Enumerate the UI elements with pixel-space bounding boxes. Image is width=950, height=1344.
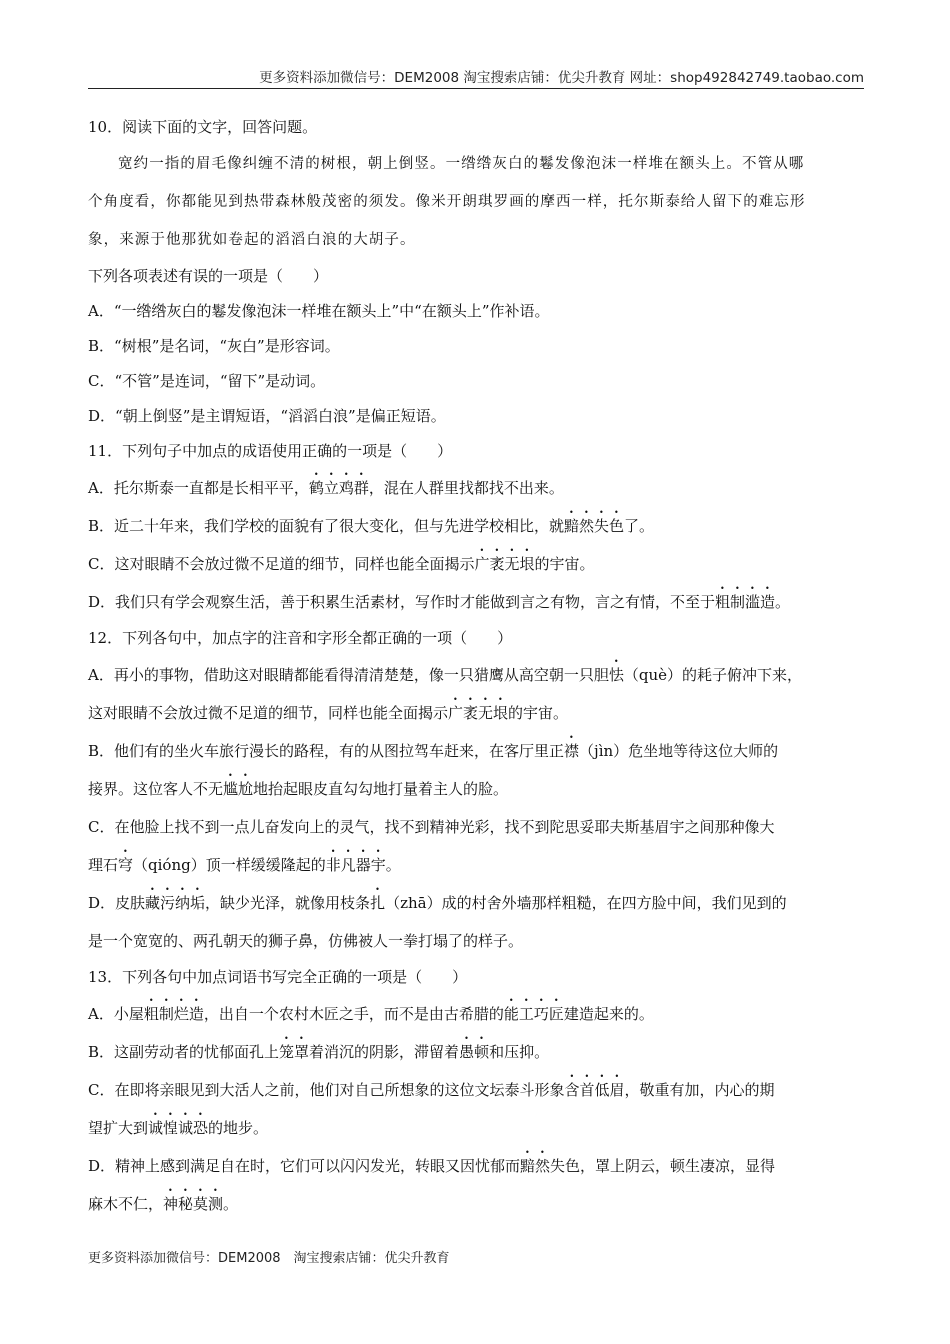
- question-13-title: 13．下列各句中加点词语书写完全正确的一项是（ ）: [88, 968, 468, 986]
- option-text: ，出自一个农村木匠之手，而不是由古希腊的: [203, 1005, 504, 1023]
- passage-line: 象，来源于他那犹如卷起的滔滔白浪的大胡子。: [88, 232, 416, 248]
- question-10-option-d: D．“朝上倒竖”是主谓短语，“滔滔白浪”是偏正短语。: [88, 407, 446, 425]
- option-text: 麻木不仁，: [88, 1195, 164, 1213]
- page-footer: 更多资料添加微信号：DEM2008 淘宝搜索店铺：优尖升教育: [88, 1251, 450, 1266]
- dotted-word: 笼罩: [279, 1043, 310, 1061]
- dotted-idiom: 黯然失色: [564, 517, 625, 535]
- dotted-idiom: 广袤无垠: [474, 555, 535, 573]
- option-text: D．皮肤: [88, 894, 146, 912]
- option-text: 的宇宙。: [508, 704, 569, 722]
- question-13-option-b: [88, 1033, 864, 1071]
- option-text: 着消沉的阴影，滞留着: [309, 1043, 460, 1061]
- passage-line: 宽约一指的眉毛像纠缠不清的树根，朝上倒竖。一绺绺灰白的鬈发像泡沫一样堆在额头上。不管从哪: [118, 156, 805, 172]
- option-text: A．小屋: [88, 1005, 144, 1023]
- dotted-char: 扎: [370, 894, 386, 912]
- option-text: ，混在人群里找都找不出来。: [368, 479, 564, 497]
- dotted-idiom: 神秘莫测: [163, 1195, 224, 1213]
- question-12-option-a: [88, 656, 864, 694]
- option-text: 的地步。: [208, 1119, 269, 1137]
- question-13-option-d: [88, 1147, 864, 1185]
- option-text: C．这对眼睛不会放过微不足道的细节，同样也能全面揭示: [88, 555, 475, 573]
- dotted-char: 穹: [118, 856, 134, 874]
- dotted-idiom: 粗制烂造: [143, 1005, 204, 1023]
- question-10-title: 10．阅读下面的文字，回答问题。: [88, 118, 318, 136]
- header-divider: [88, 88, 864, 89]
- option-text: （jìn）危坐地等待这位大师的: [579, 742, 779, 760]
- option-text: D．我们只有学会观察生活，善于积累生活素材，写作时才能做到言之有物，言之有情，不至于: [88, 593, 716, 611]
- question-12-option-d-cont: 是一个宽宽的、两孔朝天的狮子鼻，仿佛被人一拳打塌了的样子。: [88, 932, 524, 950]
- option-text: 望扩大到: [88, 1119, 149, 1137]
- document-body: [88, 110, 864, 1223]
- option-text: 的宇宙。: [534, 555, 595, 573]
- dotted-word: 愚顿: [459, 1043, 490, 1061]
- option-text: 了。: [624, 517, 655, 535]
- question-12-title: 12．下列各句中，加点字的注音和字形全都正确的一项（ ）: [88, 629, 513, 647]
- option-text: ，敬重有加，内心的期: [624, 1081, 775, 1099]
- question-10-option-c: C．“不管”是连词，“留下”是动词。: [88, 372, 326, 390]
- passage-line: 个角度看，你都能见到热带森林般茂密的须发。像米开朗琪罗画的摩西一样，托尔斯泰给人留下的难忘形: [88, 194, 806, 210]
- dotted-idiom: 鹤立鸡群: [308, 479, 369, 497]
- option-text: B．近二十年来，我们学校的面貌有了很大变化，但与先进学校相比，就: [88, 517, 565, 535]
- page-header: 更多资料添加微信号：DEM2008 淘宝搜索店铺：优尖升教育 网址：shop492842749.taobao.com: [259, 70, 864, 86]
- dotted-idiom: 能工巧匠: [503, 1005, 564, 1023]
- option-text: 这对眼睛不会放过微不足道的细节，同样也能全面揭示: [88, 704, 449, 722]
- option-text: 理石: [88, 856, 119, 874]
- dotted-char: 襟: [564, 742, 580, 760]
- dotted-idiom: 粗制滥造: [715, 593, 776, 611]
- dotted-idiom: 含首低眉: [564, 1081, 625, 1099]
- question-13-option-a: [88, 995, 864, 1033]
- dotted-char: 怯: [608, 666, 624, 684]
- question-13-option-d-cont: [88, 1185, 864, 1223]
- option-text: 。: [775, 593, 791, 611]
- dotted-idiom: 广袤无垠: [448, 704, 509, 722]
- question-10-passage: [88, 145, 864, 259]
- question-11-option-c: [88, 545, 864, 583]
- option-text: （qióng）顶一样缓缓隆起的: [133, 856, 326, 874]
- option-text: A．再小的事物，借助这对眼睛都能看得清清楚楚，像一只猎鹰从高空朝一只胆: [88, 666, 609, 684]
- question-13-option-c-cont: [88, 1109, 864, 1147]
- question-13-option-c: [88, 1071, 864, 1109]
- question-12-option-c-cont: [88, 846, 864, 884]
- question-11-option-d: [88, 583, 864, 621]
- option-text: D．精神上感到满足自在时，它们可以闪闪发光，转眼又因忧郁而: [88, 1157, 521, 1175]
- option-text: 。: [223, 1195, 239, 1213]
- question-12-option-b: [88, 732, 864, 770]
- option-text: （zhā）成的村舍外墙那样粗糙，在四方脸中间，我们见到的: [385, 894, 787, 912]
- option-text: 。: [385, 856, 401, 874]
- question-12-option-d: [88, 884, 864, 922]
- option-text: 地抬起眼皮直勾勾地打量着主人的脸。: [253, 780, 509, 798]
- option-text: B．这副劳动者的忧郁面孔上: [88, 1043, 280, 1061]
- dotted-idiom: 藏污纳垢: [145, 894, 206, 912]
- option-text: 接界。这位客人不无: [88, 780, 224, 798]
- option-text: C．在即将亲眼见到大活人之前，他们对自己所想象的这位文坛泰斗形象: [88, 1081, 565, 1099]
- question-11-option-a: [88, 469, 864, 507]
- question-10-option-a: A．“一绺绺灰白的鬈发像泡沫一样堆在额头上”中“在额头上”作补语。: [88, 302, 550, 320]
- question-10-stem: 下列各项表述有误的一项是（ ）: [88, 267, 329, 285]
- question-12-option-c: C．在他脸上找不到一点儿奋发向上的灵气，找不到精神光彩，找不到陀思妥耶夫斯基眉宇之间那种像大: [88, 818, 775, 836]
- question-12-option-b-cont: [88, 770, 864, 808]
- option-text: 建造起来的。: [563, 1005, 654, 1023]
- option-text: 失色，罩上阴云，顿生凄凉，显得: [550, 1157, 776, 1175]
- option-text: （què）的耗子俯冲下来，: [623, 666, 803, 684]
- dotted-word: 非凡器宇: [325, 856, 386, 874]
- option-text: 和压抑。: [489, 1043, 550, 1061]
- dotted-word: 尴尬: [223, 780, 254, 798]
- dotted-word: 黯然: [520, 1157, 551, 1175]
- option-text: B．他们有的坐火车旅行漫长的路程，有的从图拉驾车赶来，在客厅里正: [88, 742, 565, 760]
- dotted-idiom: 诚惶诚恐: [148, 1119, 209, 1137]
- question-11-title: 11．下列句子中加点的成语使用正确的一项是（ ）: [88, 442, 453, 460]
- question-11-option-b: [88, 507, 864, 545]
- option-text: ，缺少光泽，就像用枝条: [205, 894, 371, 912]
- question-12-option-a-cont: [88, 694, 864, 732]
- option-text: A．托尔斯泰一直都是长相平平，: [88, 479, 309, 497]
- question-10-option-b: B．“树根”是名词，“灰白”是形容词。: [88, 337, 340, 355]
